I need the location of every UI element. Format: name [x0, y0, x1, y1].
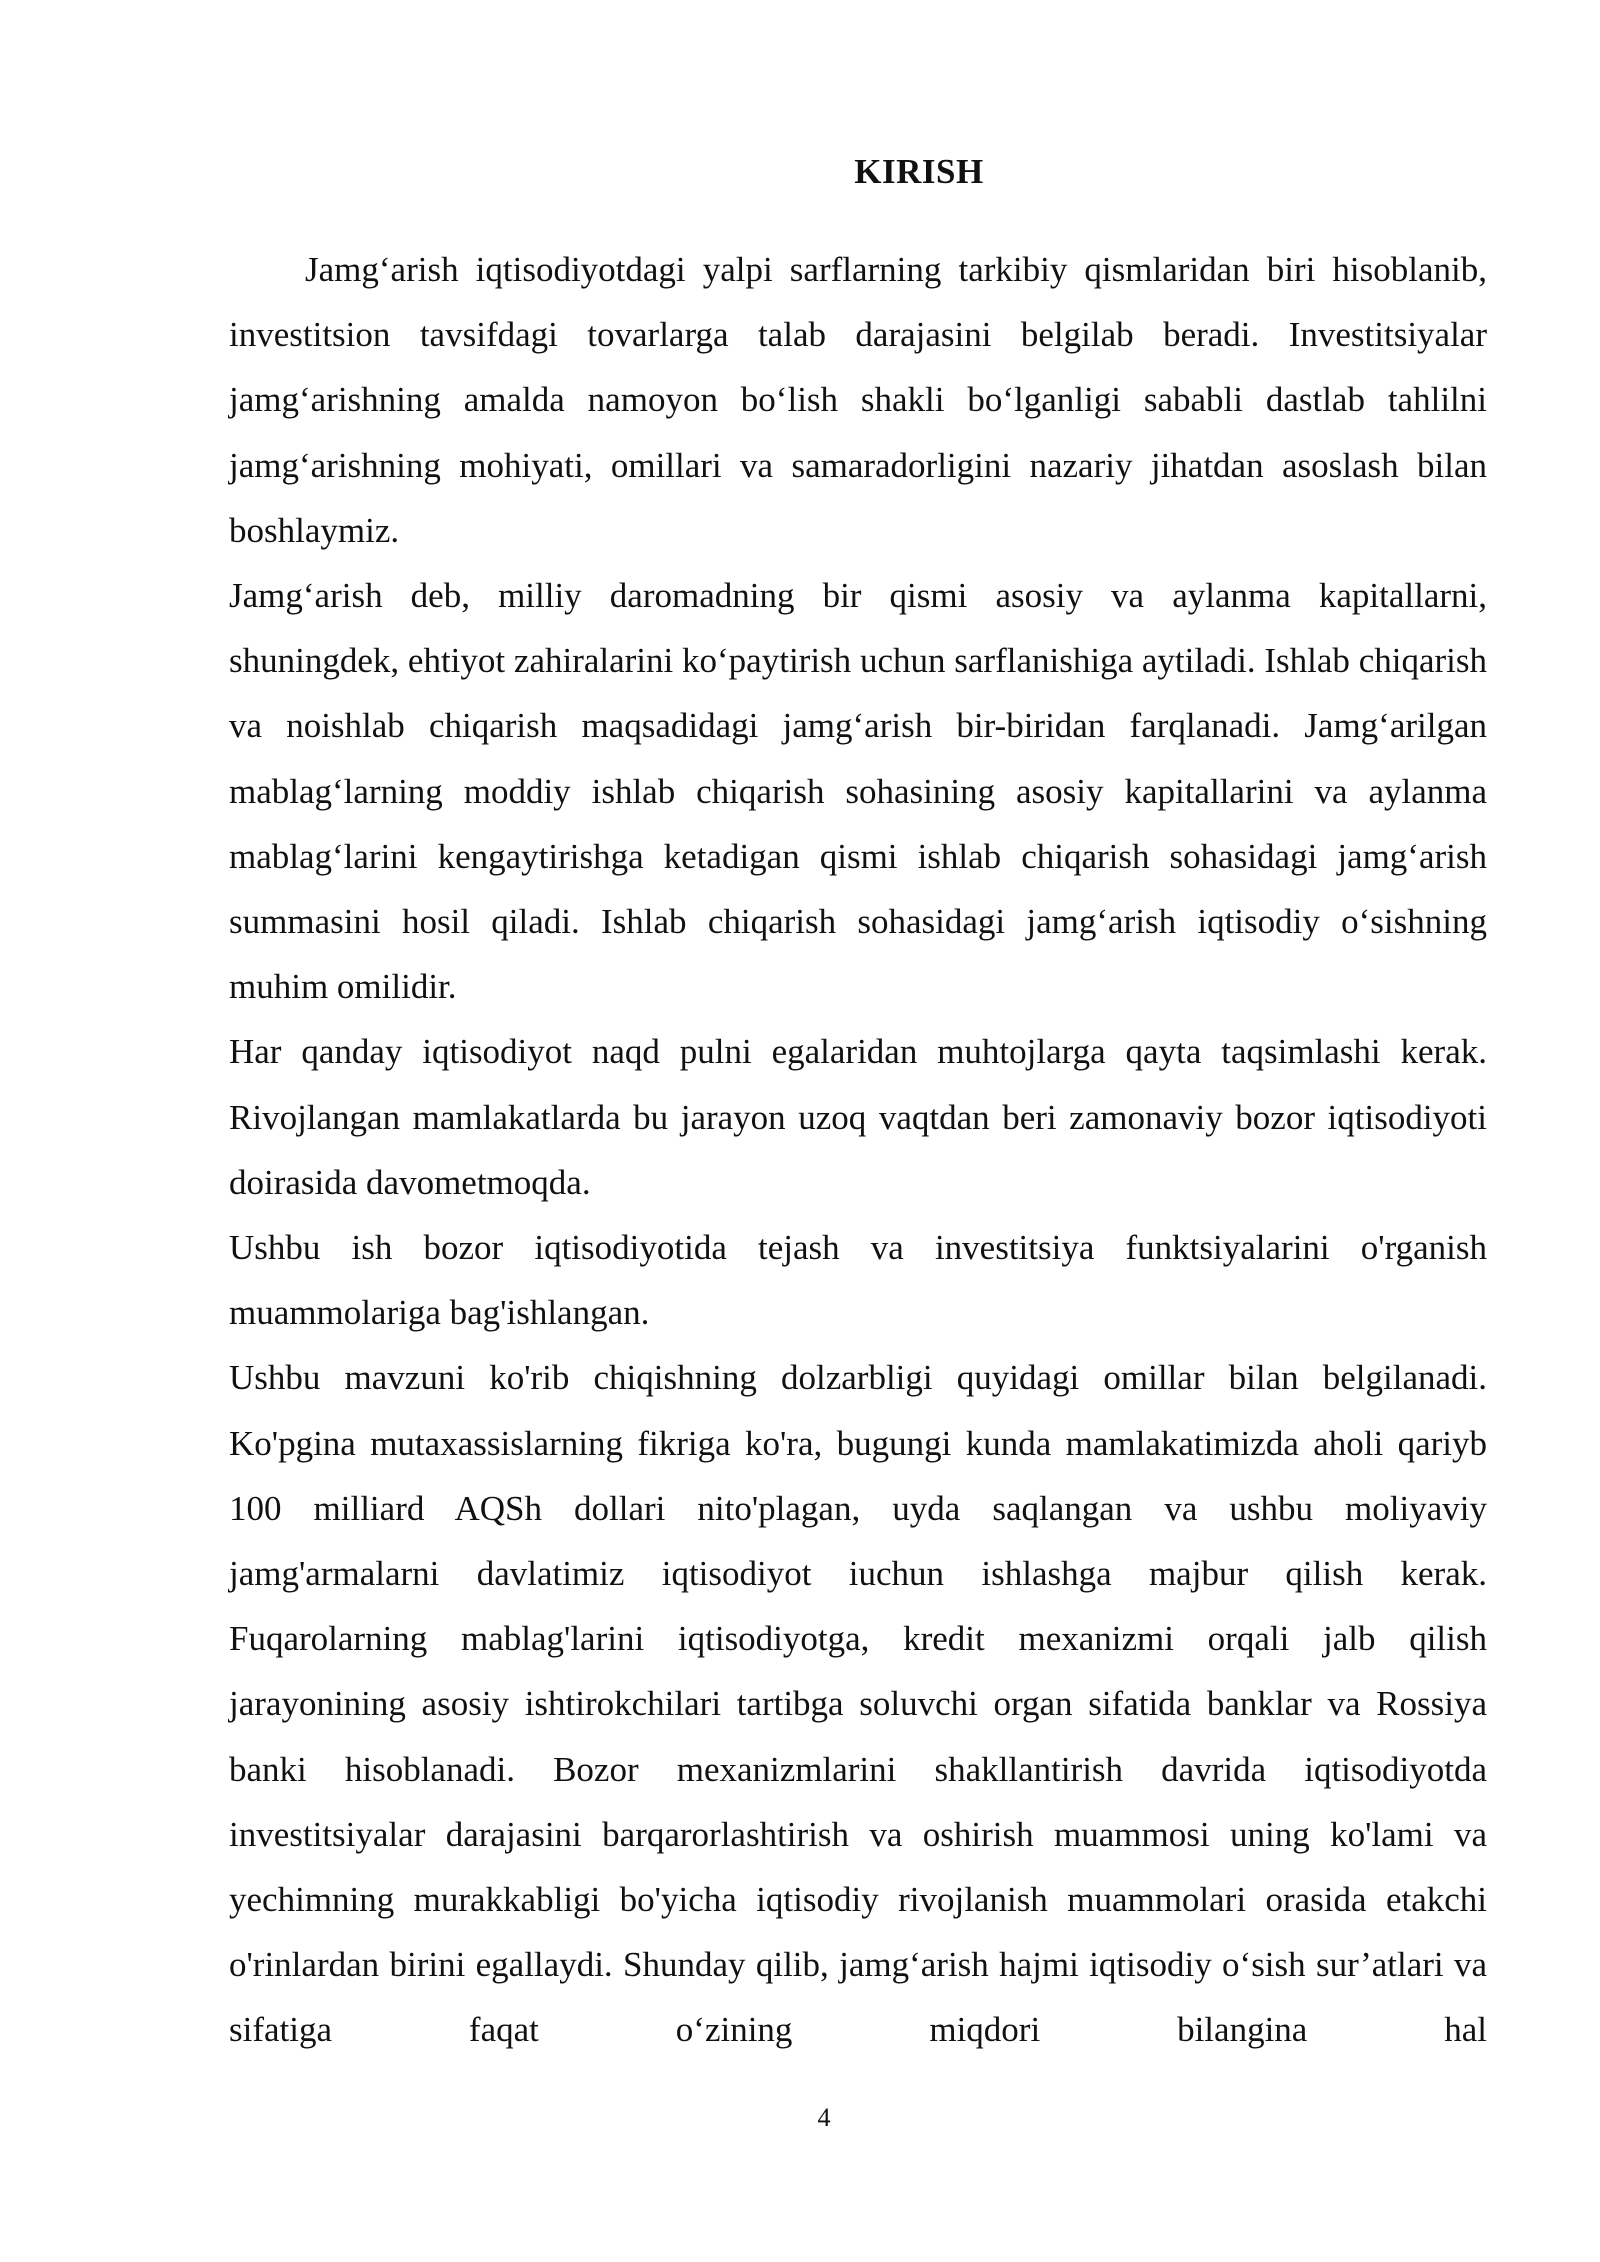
paragraph-4: Ushbu ish bozor iqtisodiyotida tejash va investitsiya funktsiyalarini o'rganish muammolariga bag'ishlangan. [229, 1228, 1487, 1333]
paragraph-5: Ushbu mavzuni ko'rib chiqishning dolzarbligi quyidagi omillar bilan belgilanadi. Ko'pgina mutaxassislarning fikriga ko'ra, bugungi kunda mamlakatimizda aholi qariyb 100 milliard AQSh dollari nito'plagan, uyda saqlangan va ushbu moliyaviy jamg'armalarni davlatimiz iqtisodiyot iuchun ishlashga majbur qilish kerak. Fuqarolarning mablag'larini iqtisodiyotga, kredit mexanizmi orqali jalb qilish jarayonining asosiy ishtirokchilari tartibga soluvchi organ sifatida banklar va Rossiya banki hisoblanadi. Bozor mexanizmlarini shakllantirish davrida iqtisodiyotda investitsiyalar darajasini barqarorlashtirish va oshirish muammosi uning ko'lami va yechimning murakkabligi bo'yicha iqtisodiy rivojlanish muammolari orasida etakchi o'rinlardan birini egallaydi. Shunday qilib, jamg‘arish hajmi iqtisodiy o‘sish sur’atlari va sifatiga faqat o‘zining miqdori bilangina hal [229, 1358, 1487, 2050]
page-title: KIRISH [854, 152, 984, 191]
paragraph-3: Har qanday iqtisodiyot naqd pulni egalaridan muhtojlarga qayta taqsimlashi kerak. Rivojlangan mamlakatlarda bu jarayon uzoq vaqtdan beri zamonaviy bozor iqtisodiyoti doirasida davometmoqda. [229, 1032, 1487, 1202]
page-number: 4 [817, 2103, 831, 2132]
paragraph-1: Jamg‘arish iqtisodiyotdagi yalpi sarflarning tarkibiy qismlaridan biri hisoblanib, investitsion tavsifdagi tovarlarga talab darajasini belgilab beradi. Investitsiyalar jamg‘arishning amalda namoyon bo‘lish shakli bo‘lganligi sababli dastlab tahlilni jamg‘arishning mohiyati, omillari va samaradorligini nazariy jihatdan asoslash bilan boshlaymiz. [229, 250, 1487, 550]
body-text [229, 237, 1487, 2063]
paragraph-2: Jamg‘arish deb, milliy daromadning bir qismi asosiy va aylanma kapitallarni, shuningdek, ehtiyot zahiralarini ko‘paytirish uchun sarflanishiga aytiladi. Ishlab chiqarish va noishlab chiqarish maqsadidagi jamg‘arish bir-biridan farqlanadi. Jamg‘arilgan mablag‘larning moddiy ishlab chiqarish sohasining asosiy kapitallarini va aylanma mablag‘larini kengaytirishga ketadigan qismi ishlab chiqarish sohasidagi jamg‘arish summasini hosil qiladi. Ishlab chiqarish sohasidagi jamg‘arish iqtisodiy o‘sishning muhim omilidir. [229, 576, 1487, 1007]
